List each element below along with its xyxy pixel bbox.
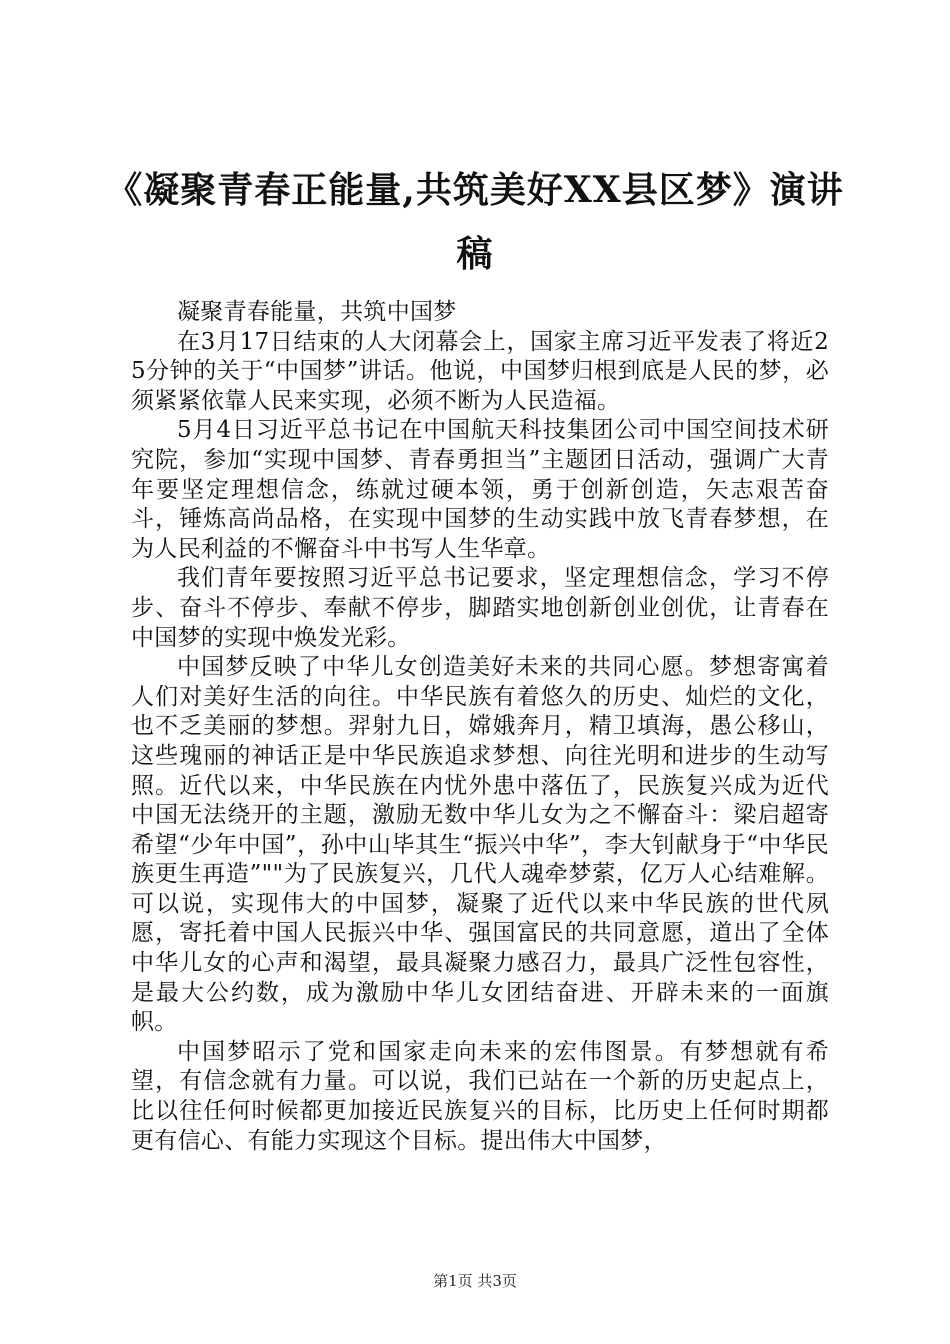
paragraph: 在3月17日结束的人大闭幕会上，国家主席习近平发表了将近25分钟的关于“中国梦”讲话。他说，中国梦归根到底是人民的梦，必须紧紧依靠人民来实现，必须不断为人民造福。 [131, 328, 829, 414]
paragraph: 5月4日习近平总书记在中国航天科技集团公司中国空间技术研究院，参加“实现中国梦、青春勇担当”主题团日活动，强调广大青年要坚定理想信念，练就过硬本领，勇于创新创造，矢志艰苦奋斗，锤炼高尚品格，在实现中国梦的生动实践中放飞青春梦想，在为人民利益的不懈奋斗中书写人生华章。 [131, 417, 829, 562]
paragraph: 中国梦昭示了党和国家走向未来的宏伟图景。有梦想就有希望，有信念就有力量。可以说，我们已站在一个新的历史起点上，比以往任何时候都更加接近民族复兴的目标，比历史上任何时期都更有信心、有能力实现这个目标。提出伟大中国梦， [131, 1038, 829, 1154]
paragraph: 我们青年要按照习近平总书记要求，坚定理想信念，学习不停步、奋斗不停步、奉献不停步，脚踏实地创新创业创优，让青春在中国梦的实现中焕发光彩。 [131, 565, 829, 651]
page-number-footer: 第1页 共3页 [433, 1272, 517, 1290]
paragraph-subtitle: 凝聚青春能量，共筑中国梦 [177, 299, 457, 325]
document-title: 《凝聚青春正能量,共筑美好XX县区梦》演讲稿 [106, 169, 844, 275]
document-body [131, 298, 829, 1156]
paragraph: 中国梦反映了中华儿女创造美好未来的共同心愿。梦想寄寓着人们对美好生活的向往。中华民族有着悠久的历史、灿烂的文化，也不乏美丽的梦想。羿射九日，嫦娥奔月，精卫填海，愚公移山，这些瑰丽的神话正是中华民族追求梦想、向往光明和进步的生动写照。近代以来，中华民族在内忧外患中落伍了，民族复兴成为近代中国无法绕开的主题，激励无数中华儿女为之不懈奋斗：梁启超寄希望“少年中国”，孙中山毕其生“振兴中华”，李大钊献身于“中华民族更生再造”""为了民族复兴，几代人魂牵梦萦，亿万人心结难解。可以说，实现伟大的中国梦，凝聚了近代以来中华民族的世代夙愿，寄托着中国人民振兴中华、强国富民的共同意愿，道出了全体中华儿女的心声和渴望，最具凝聚力感召力，最具广泛性包容性，是最大公约数，成为激励中华儿女团结奋进、开辟未来的一面旗帜。 [131, 654, 829, 1036]
